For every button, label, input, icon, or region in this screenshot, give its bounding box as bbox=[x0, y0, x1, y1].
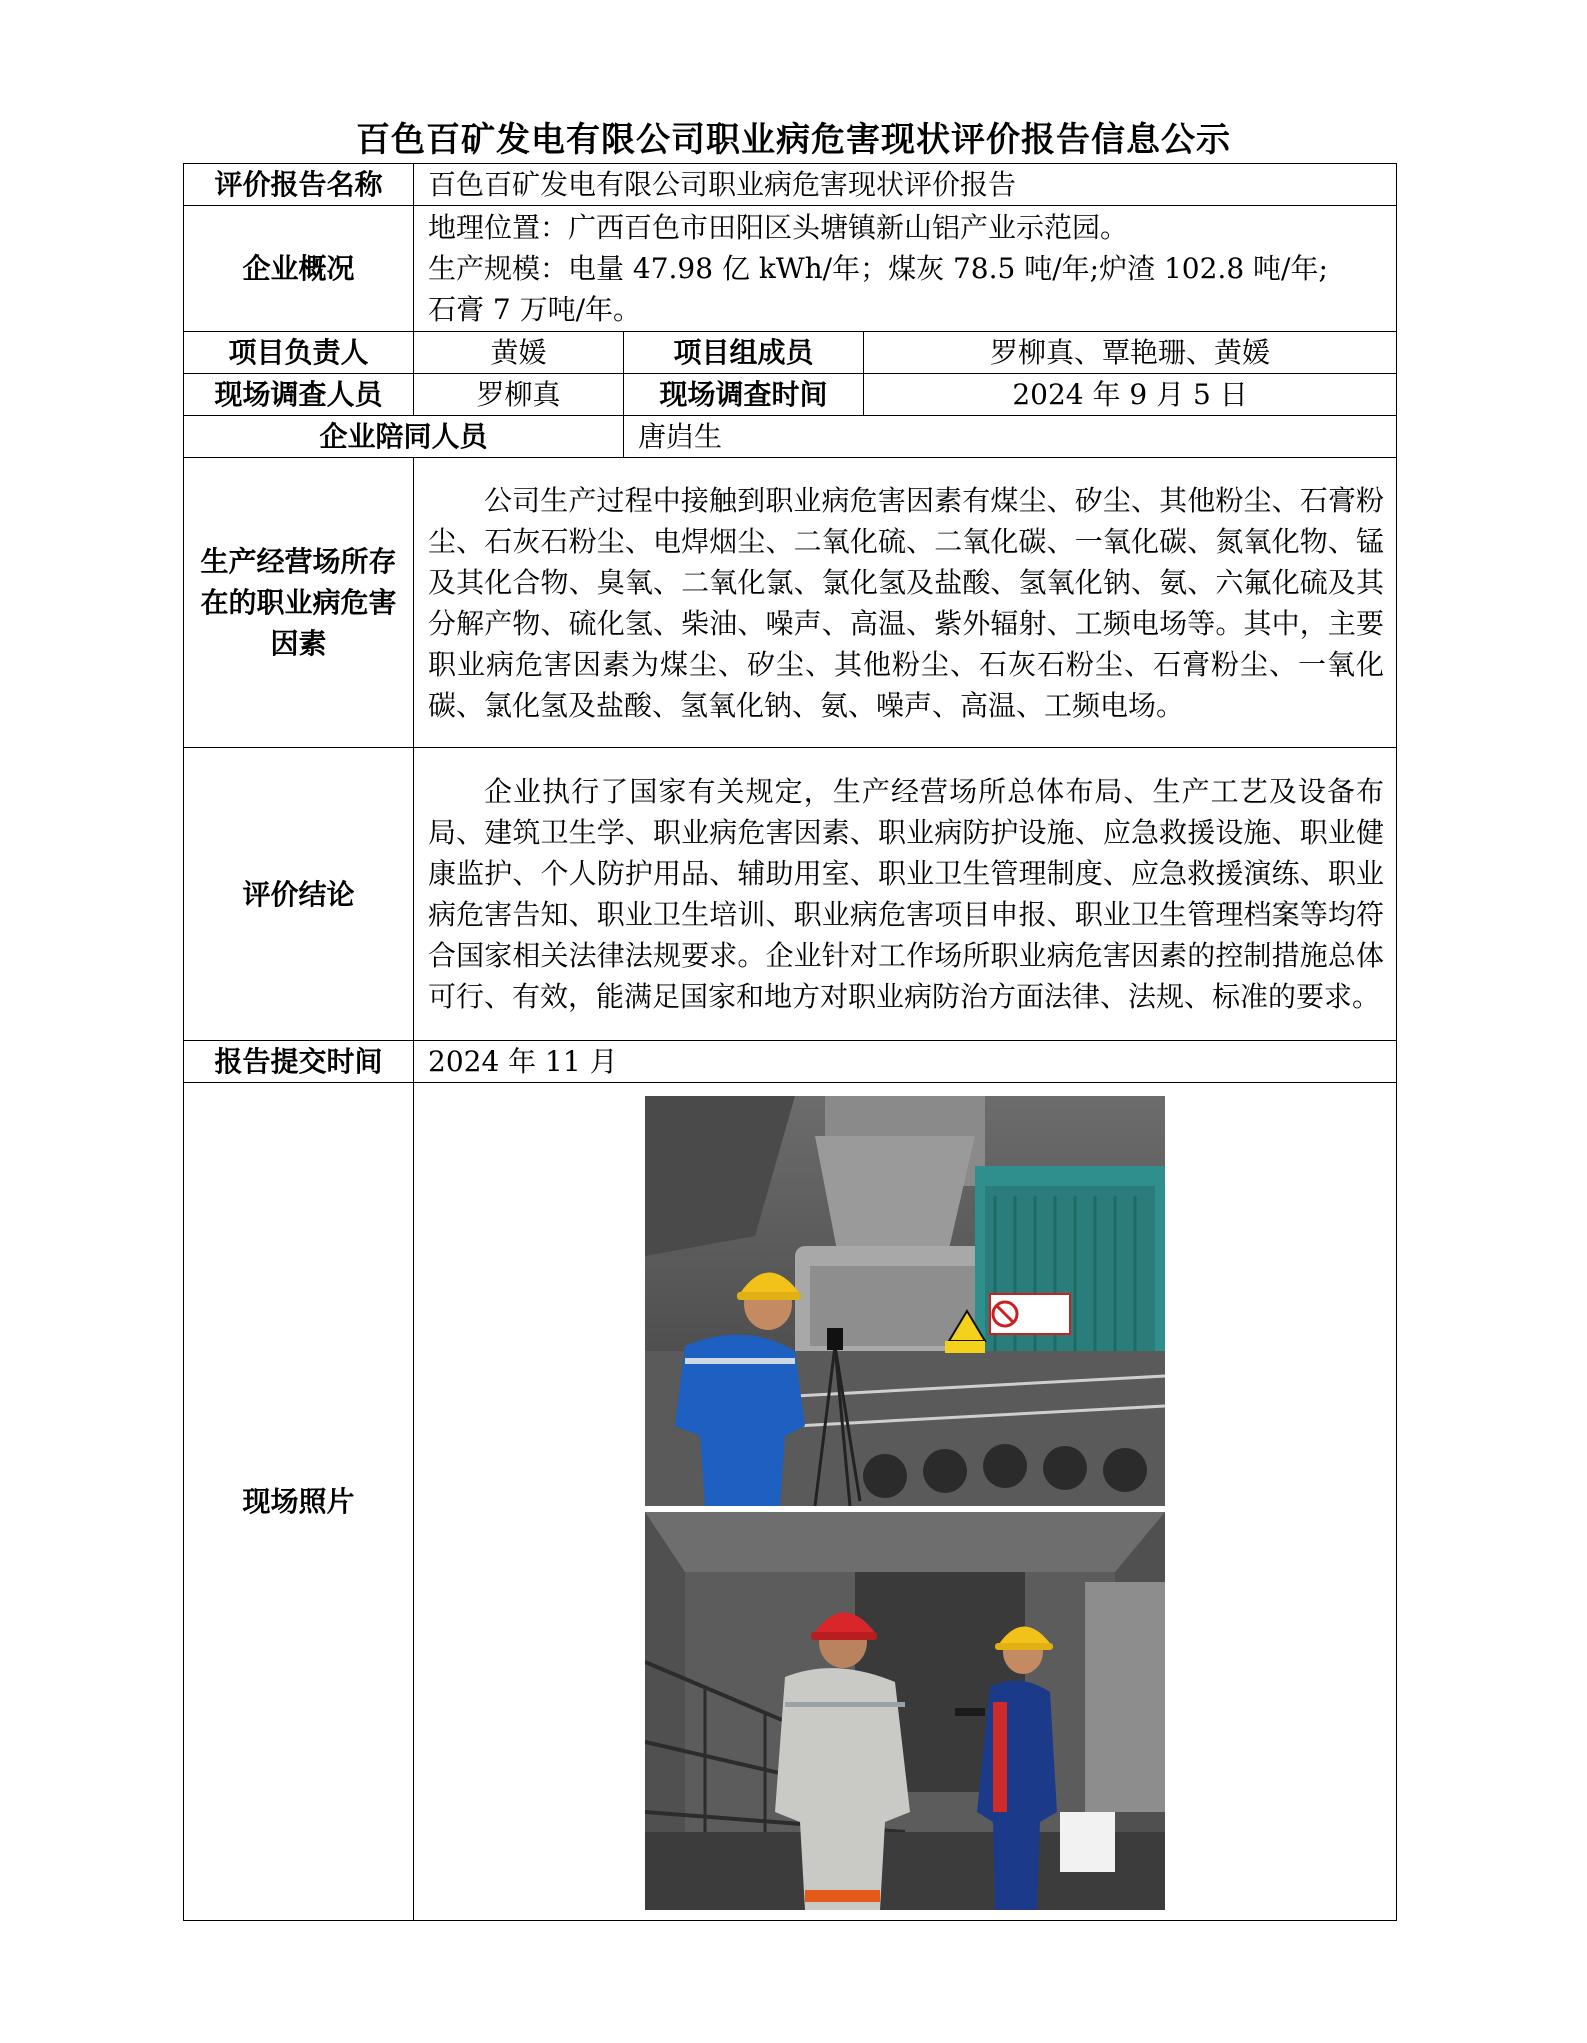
overview-location: 地理位置：广西百色市田阳区头塘镇新山铝产业示范园。 bbox=[428, 211, 1129, 244]
project-lead-value: 黄媛 bbox=[414, 332, 624, 374]
project-members-label: 项目组成员 bbox=[624, 332, 864, 374]
report-name-label: 评价报告名称 bbox=[184, 164, 414, 206]
conclusion-label: 评价结论 bbox=[184, 748, 414, 1041]
escort-value: 唐岿生 bbox=[624, 416, 1397, 458]
row-survey bbox=[184, 374, 1397, 416]
page-title: 百色百矿发电有限公司职业病危害现状评价报告信息公示 bbox=[356, 120, 1231, 160]
row-submit bbox=[184, 1041, 1397, 1083]
overview-label: 企业概况 bbox=[184, 206, 414, 332]
overview-scale: 生产规模：电量 47.98 亿 kWh/年；煤灰 78.5 吨/年;炉渣 102.8 吨/年; bbox=[428, 252, 1328, 285]
survey-time-label: 现场调查时间 bbox=[624, 374, 864, 416]
photos-label: 现场照片 bbox=[184, 1083, 414, 1921]
overview-value bbox=[414, 206, 1397, 332]
survey-staff-value: 罗柳真 bbox=[414, 374, 624, 416]
escort-label: 企业陪同人员 bbox=[184, 416, 624, 458]
site-photo-2 bbox=[645, 1512, 1165, 1910]
submit-value: 2024 年 11 月 bbox=[414, 1041, 1397, 1083]
submit-label: 报告提交时间 bbox=[184, 1041, 414, 1083]
row-project bbox=[184, 332, 1397, 374]
report-name-value: 百色百矿发电有限公司职业病危害现状评价报告 bbox=[414, 164, 1397, 206]
photos-cell bbox=[414, 1083, 1397, 1921]
conclusion-text: 企业执行了国家有关规定，生产经营场所总体布局、生产工艺及设备布局、建筑卫生学、职业病危害因素、职业病防护设施、应急救援设施、职业健康监护、个人防护用品、辅助用室、职业卫生管理制度、应急救援演练、职业病危害告知、职业卫生培训、职业病危害项目申报、职业卫生管理档案等均符合国家相关法律法规要求。企业针对工作场所职业病危害因素的控制措施总体可行、有效，能满足国家和地方对职业病防治方面法律、法规、标准的要求。 bbox=[414, 748, 1397, 1041]
row-conclusion bbox=[184, 748, 1397, 1041]
row-overview bbox=[184, 206, 1397, 332]
hazards-text: 公司生产过程中接触到职业病危害因素有煤尘、矽尘、其他粉尘、石膏粉尘、石灰石粉尘、电焊烟尘、二氧化硫、二氧化碳、一氧化碳、氮氧化物、锰及其化合物、臭氧、二氧化氯、氯化氢及盐酸、氢氧化钠、氨、六氟化硫及其分解产物、硫化氢、柴油、噪声、高温、紫外辐射、工频电场等。其中，主要职业病危害因素为煤尘、矽尘、其他粉尘、石灰石粉尘、石膏粉尘、一氧化碳、氯化氢及盐酸、氢氧化钠、氨、噪声、高温、工频电场。 bbox=[414, 458, 1397, 748]
overview-scale-cont: 石膏 7 万吨/年。 bbox=[428, 293, 642, 326]
row-hazards bbox=[184, 458, 1397, 748]
project-lead-label: 项目负责人 bbox=[184, 332, 414, 374]
hazards-label: 生产经营场所存在的职业病危害因素 bbox=[184, 458, 414, 748]
prohibit-sign-icon bbox=[990, 1294, 1070, 1334]
row-photos bbox=[184, 1083, 1397, 1921]
site-photo-1 bbox=[645, 1096, 1165, 1506]
survey-time-value: 2024 年 9 月 5 日 bbox=[864, 374, 1397, 416]
report-table bbox=[183, 163, 1397, 1921]
project-members-value: 罗柳真、覃艳珊、黄媛 bbox=[864, 332, 1397, 374]
row-escort bbox=[184, 416, 1397, 458]
survey-staff-label: 现场调查人员 bbox=[184, 374, 414, 416]
row-report-name bbox=[184, 164, 1397, 206]
